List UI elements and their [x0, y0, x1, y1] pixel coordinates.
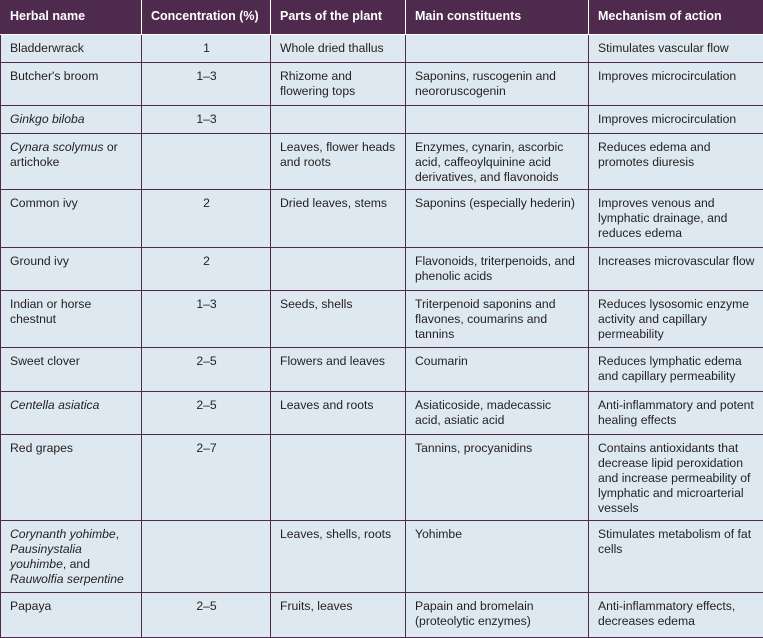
cell-parts: Seeds, shells [271, 291, 406, 348]
cell-herbal-name [1, 593, 142, 638]
table-row [1, 392, 763, 435]
cell-constituents: Tannins, procyanidins [406, 435, 589, 521]
cell-parts: Leaves, shells, roots [271, 521, 406, 593]
cell-constituents: Saponins, ruscogenin and neororuscogenin [406, 63, 589, 106]
cell-herbal-name [1, 392, 142, 435]
cell-parts [271, 106, 406, 134]
table-row [1, 134, 763, 190]
cell-constituents [406, 106, 589, 134]
table-row [1, 63, 763, 106]
cell-concentration: 1–3 [142, 291, 271, 348]
herbal-name-segment: , and [63, 557, 90, 571]
cell-herbal-name [1, 106, 142, 134]
cell-parts: Leaves and roots [271, 392, 406, 435]
cell-concentration: 1–3 [142, 63, 271, 106]
cell-mechanism: Reduces edema and promotes diuresis [589, 134, 763, 190]
cell-mechanism: Anti-inflammatory effects, decreases edema [589, 593, 763, 638]
cell-concentration [142, 521, 271, 593]
cell-constituents: Saponins (especially hederin) [406, 190, 589, 248]
cell-mechanism: Stimulates vascular flow [589, 35, 763, 63]
cell-concentration: 2–5 [142, 593, 271, 638]
herbal-name-segment: Corynanth yohimbe [10, 527, 116, 541]
cell-parts: Whole dried thallus [271, 35, 406, 63]
table-row [1, 106, 763, 134]
cell-mechanism: Stimulates metabolism of fat cells [589, 521, 763, 593]
herbal-name-segment: Sweet clover [10, 354, 80, 368]
cell-constituents: Flavonoids, triterpenoids, and phenolic acids [406, 248, 589, 291]
herbal-name-segment: Cynara scolymus [10, 140, 103, 154]
herbal-name-segment: , [116, 527, 119, 541]
herbal-name-segment: Bladderwrack [10, 41, 84, 55]
cell-parts [271, 248, 406, 291]
cell-parts [271, 435, 406, 521]
cell-mechanism: Reduces lymphatic edema and capillary permeability [589, 348, 763, 392]
cell-herbal-name [1, 291, 142, 348]
cell-herbal-name [1, 63, 142, 106]
header-mechanism: Mechanism of action [589, 1, 763, 35]
cell-mechanism: Reduces lysosomic enzyme activity and capillary permeability [589, 291, 763, 348]
cell-herbal-name [1, 348, 142, 392]
cell-constituents: Coumarin [406, 348, 589, 392]
herbal-name-segment: Indian or horse chestnut [10, 297, 91, 326]
herbal-name-segment: Butcher's broom [10, 69, 98, 83]
cell-herbal-name [1, 35, 142, 63]
cell-concentration: 2 [142, 248, 271, 291]
table-row [1, 248, 763, 291]
cell-parts: Dried leaves, stems [271, 190, 406, 248]
table-row [1, 435, 763, 521]
table-row [1, 348, 763, 392]
cell-mechanism: Contains antioxidants that decrease lipid peroxidation and increase permeability of lymphatic and microarterial vessels [589, 435, 763, 521]
herbal-name-segment: Rauwolfia serpentine [10, 572, 124, 586]
cell-constituents: Asiaticoside, madecassic acid, asiatic acid [406, 392, 589, 435]
table-row [1, 35, 763, 63]
cell-herbal-name [1, 248, 142, 291]
header-herbal-name: Herbal name [1, 1, 142, 35]
cell-constituents: Enzymes, cynarin, ascorbic acid, caffeoylquinine acid derivatives, and flavonoids [406, 134, 589, 190]
herbal-name-segment: Pausinystalia youhimbe [10, 542, 82, 571]
herbal-name-segment: or artichoke [10, 140, 118, 169]
cell-concentration: 2–7 [142, 435, 271, 521]
cell-concentration: 2 [142, 190, 271, 248]
cell-constituents [406, 35, 589, 63]
header-constituents: Main constituents [406, 1, 589, 35]
herbal-name-segment: Common ivy [10, 196, 78, 210]
cell-constituents: Papain and bromelain (proteolytic enzymes) [406, 593, 589, 638]
cell-mechanism: Anti-inflammatory and potent healing effects [589, 392, 763, 435]
cell-parts: Rhizome and flowering tops [271, 63, 406, 106]
cell-mechanism: Improves microcirculation [589, 106, 763, 134]
table-row [1, 291, 763, 348]
table-row [1, 190, 763, 248]
herbal-name-segment: Ground ivy [10, 254, 69, 268]
herbal-name-segment: Centella asiatica [10, 398, 99, 412]
cell-parts: Flowers and leaves [271, 348, 406, 392]
cell-constituents: Yohimbe [406, 521, 589, 593]
cell-concentration: 2–5 [142, 348, 271, 392]
cell-herbal-name [1, 435, 142, 521]
cell-concentration: 2–5 [142, 392, 271, 435]
cell-concentration [142, 134, 271, 190]
cell-herbal-name [1, 190, 142, 248]
herbal-name-segment: Papaya [10, 599, 51, 613]
cell-parts: Fruits, leaves [271, 593, 406, 638]
cell-concentration: 1–3 [142, 106, 271, 134]
herbal-name-segment: Ginkgo biloba [10, 112, 85, 126]
header-row [1, 1, 763, 35]
cell-mechanism: Increases microvascular flow [589, 248, 763, 291]
table-row [1, 593, 763, 638]
cell-constituents: Triterpenoid saponins and flavones, coumarins and tannins [406, 291, 589, 348]
cell-mechanism: Improves venous and lymphatic drainage, and reduces edema [589, 190, 763, 248]
herbal-name-segment: Red grapes [10, 441, 73, 455]
cell-parts: Leaves, flower heads and roots [271, 134, 406, 190]
header-parts: Parts of the plant [271, 1, 406, 35]
header-concentration: Concentration (%) [142, 1, 271, 35]
cell-mechanism: Improves microcirculation [589, 63, 763, 106]
cell-herbal-name [1, 134, 142, 190]
cell-concentration: 1 [142, 35, 271, 63]
cell-herbal-name [1, 521, 142, 593]
table-row [1, 521, 763, 593]
